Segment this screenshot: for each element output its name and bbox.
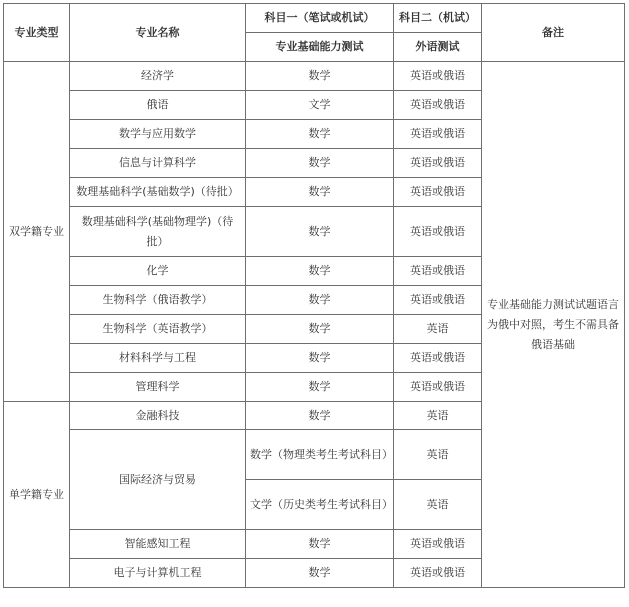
major-name: 化学 [70, 257, 246, 286]
table-row [4, 62, 625, 91]
major-name: 金融科技 [70, 402, 246, 430]
major-name: 数理基础科学(基础物理学)（待批） [70, 207, 246, 257]
subject-one-cell: 数学 [246, 286, 394, 315]
header-major-name: 专业名称 [70, 4, 246, 62]
subject-one-cell: 数学 [246, 149, 394, 178]
major-name: 电子与计算机工程 [70, 559, 246, 588]
subject-two-cell: 英语 [394, 402, 482, 430]
major-name: 生物科学（俄语教学） [70, 286, 246, 315]
subject-two-cell: 英语 [394, 315, 482, 344]
subject-one-cell: 数学 [246, 373, 394, 402]
major-name: 俄语 [70, 91, 246, 120]
subject-two-cell: 英语或俄语 [394, 257, 482, 286]
subject-one-cell: 数学（物理类考生考试科目） [246, 430, 394, 480]
subject-two-cell: 英语或俄语 [394, 559, 482, 588]
subject-two-cell: 英语或俄语 [394, 178, 482, 207]
subject-two-cell: 英语 [394, 430, 482, 480]
group-single-degree: 单学籍专业 [4, 402, 70, 588]
major-name: 生物科学（英语教学） [70, 315, 246, 344]
subject-two-cell: 英语或俄语 [394, 62, 482, 91]
header-subject-one-sub: 专业基础能力测试 [246, 33, 394, 62]
admission-table-wrapper [3, 3, 625, 588]
subject-one-cell: 数学 [246, 178, 394, 207]
subject-one-cell: 数学 [246, 559, 394, 588]
major-name: 经济学 [70, 62, 246, 91]
subject-one-cell: 数学 [246, 120, 394, 149]
subject-one-cell: 数学 [246, 257, 394, 286]
subject-one-cell: 数学 [246, 207, 394, 257]
major-name: 智能感知工程 [70, 530, 246, 559]
subject-one-cell: 数学 [246, 344, 394, 373]
subject-two-cell: 英语 [394, 480, 482, 530]
subject-two-cell: 英语或俄语 [394, 344, 482, 373]
subject-one-cell: 文学 [246, 91, 394, 120]
major-name: 数理基础科学(基础数学)（待批） [70, 178, 246, 207]
subject-two-cell: 英语或俄语 [394, 207, 482, 257]
major-name: 国际经济与贸易 [70, 430, 246, 530]
subject-one-cell: 数学 [246, 402, 394, 430]
subject-two-cell: 英语或俄语 [394, 149, 482, 178]
subject-two-cell: 英语或俄语 [394, 530, 482, 559]
subject-one-cell: 数学 [246, 315, 394, 344]
header-subject-one: 科目一（笔试或机试） [246, 4, 394, 33]
subject-one-cell: 数学 [246, 530, 394, 559]
major-name: 数学与应用数学 [70, 120, 246, 149]
subject-two-cell: 英语或俄语 [394, 120, 482, 149]
major-name: 信息与计算科学 [70, 149, 246, 178]
header-subject-two: 科目二（机试） [394, 4, 482, 33]
header-note: 备注 [482, 4, 625, 62]
group-double-degree: 双学籍专业 [4, 62, 70, 402]
subject-two-cell: 英语或俄语 [394, 286, 482, 315]
subject-one-cell: 文学（历史类考生考试科目） [246, 480, 394, 530]
note-cell: 专业基础能力测试试题语言为俄中对照，考生不需具备俄语基础 [482, 62, 625, 588]
subject-two-cell: 英语或俄语 [394, 91, 482, 120]
subject-two-cell: 英语或俄语 [394, 373, 482, 402]
admission-subjects-table [3, 3, 625, 588]
subject-one-cell: 数学 [246, 62, 394, 91]
major-name: 材料科学与工程 [70, 344, 246, 373]
major-name: 管理科学 [70, 373, 246, 402]
header-subject-two-sub: 外语测试 [394, 33, 482, 62]
header-major-type: 专业类型 [4, 4, 70, 62]
